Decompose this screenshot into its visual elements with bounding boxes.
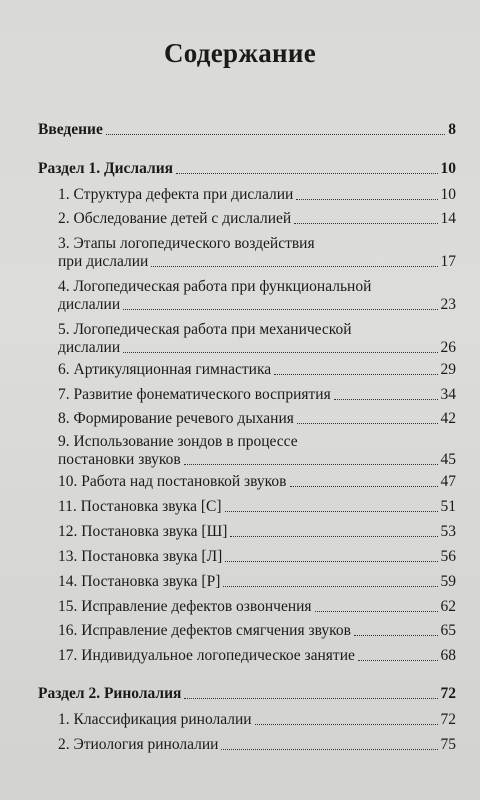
toc-entry-text: 14. Постановка звука [Р] xyxy=(58,573,221,590)
toc-entry-intro xyxy=(38,120,456,140)
toc-leader-dots xyxy=(123,351,437,353)
toc-entry-text: 15. Исправление дефектов озвончения xyxy=(58,598,312,615)
toc-entry xyxy=(58,646,456,666)
toc-leader-dots xyxy=(123,308,437,310)
toc-leader-dots xyxy=(354,634,438,636)
toc-entry-text: 1. Классификация ринолалии xyxy=(58,711,252,728)
toc-entry-text: Введение xyxy=(38,121,103,138)
toc-entry-text: 11. Постановка звука [С] xyxy=(58,498,222,515)
toc-entry-page: 72 xyxy=(440,685,456,702)
toc-leader-dots xyxy=(225,560,437,562)
toc-leader-dots xyxy=(296,198,437,200)
toc-entry-text: 1. Структура дефекта при дислалии xyxy=(58,186,294,203)
toc-entry-page: 65 xyxy=(440,622,456,639)
toc-leader-dots xyxy=(151,265,437,267)
toc-entry-text-cont: при дислалии xyxy=(58,253,149,270)
toc-entry-page: 72 xyxy=(440,711,456,728)
toc-entry-page: 8 xyxy=(448,121,456,138)
toc-entry-text: 17. Индивидуальное логопедическое занятие xyxy=(58,647,355,664)
toc-entry xyxy=(58,185,456,205)
toc-entry-text: 2. Этиология ринолалии xyxy=(58,736,219,753)
toc-entry xyxy=(58,338,456,358)
toc-leader-dots xyxy=(274,373,437,375)
page-title: Содержание xyxy=(163,38,317,68)
toc-entry-text: 2. Обследование детей с дислалией xyxy=(58,210,292,227)
toc-entry xyxy=(58,522,456,542)
toc-entry xyxy=(58,735,456,755)
toc-entry-page: 42 xyxy=(440,410,456,427)
toc-leader-dots xyxy=(184,463,438,465)
toc-leader-dots xyxy=(294,222,437,224)
toc-leader-dots xyxy=(223,585,437,587)
toc-entry-page: 23 xyxy=(440,296,456,313)
toc-entry-page: 34 xyxy=(440,386,456,403)
toc-entry xyxy=(58,360,456,380)
toc-section-2 xyxy=(38,684,456,704)
toc-entry-page: 75 xyxy=(440,736,456,753)
toc-entry-page: 56 xyxy=(440,548,456,565)
toc-entry-text: 6. Артикуляционная гимнастика xyxy=(58,361,272,378)
toc-entry xyxy=(58,385,456,405)
toc-entry-page: 53 xyxy=(440,523,456,540)
toc-entry-text: Раздел 2. Ринолалия xyxy=(38,685,182,702)
toc-entry-text-cont: дислалии xyxy=(58,296,121,313)
toc-leader-dots xyxy=(225,510,438,512)
toc-leader-dots xyxy=(184,697,437,699)
toc-leader-dots xyxy=(176,172,437,174)
toc-entry-page: 29 xyxy=(440,361,456,378)
toc-entry xyxy=(58,409,456,429)
toc-entry-text-cont: дислалии xyxy=(58,339,121,356)
toc-entry-page: 14 xyxy=(440,210,456,227)
toc-leader-dots xyxy=(221,748,437,750)
toc-entry xyxy=(58,472,456,492)
toc-entry-text: 13. Постановка звука [Л] xyxy=(58,548,223,565)
toc-entry xyxy=(58,295,456,315)
toc-leader-dots xyxy=(297,422,438,424)
toc-entry-page: 45 xyxy=(440,451,456,468)
toc-entry-text-cont: постановки звуков xyxy=(58,451,181,468)
toc-leader-dots xyxy=(230,535,437,537)
toc-leader-dots xyxy=(290,485,438,487)
toc-entry xyxy=(58,497,456,517)
toc-leader-dots xyxy=(334,398,438,400)
toc-entry-text: 4. Логопедическая работа при функциональной xyxy=(58,278,372,295)
toc-entry-page: 10 xyxy=(440,186,456,203)
toc-entry-text: 8. Формирование речевого дыхания xyxy=(58,410,294,427)
toc-entry-page: 68 xyxy=(440,647,456,664)
toc-entry xyxy=(58,547,456,567)
toc-entry-page: 26 xyxy=(440,339,456,356)
toc-entry xyxy=(58,597,456,617)
toc-entry xyxy=(58,710,456,730)
toc-entry-page: 10 xyxy=(440,160,456,177)
toc-entry-page: 17 xyxy=(440,253,456,270)
toc-entry xyxy=(58,450,456,470)
toc-entry xyxy=(58,572,456,592)
toc-entry-text: Раздел 1. Дислалия xyxy=(38,160,174,177)
toc-entry-text: 5. Логопедическая работа при механической xyxy=(58,321,352,338)
toc-entry-text: 7. Развитие фонематического восприятия xyxy=(58,386,331,403)
toc-entry xyxy=(58,621,456,641)
toc-section-1 xyxy=(38,159,456,179)
toc-entry-text: 12. Постановка звука [Ш] xyxy=(58,523,228,540)
toc-entry-text: 9. Использование зондов в процессе xyxy=(58,433,298,450)
toc-entry xyxy=(58,252,456,272)
toc-entry-text: 3. Этапы логопедического воздействия xyxy=(58,235,315,252)
toc-entry-page: 62 xyxy=(440,598,456,615)
toc-entry-text: 16. Исправление дефектов смягчения звуков xyxy=(58,622,351,639)
toc-leader-dots xyxy=(358,659,438,661)
toc-entry xyxy=(58,209,456,229)
toc-entry-page: 47 xyxy=(440,473,456,490)
toc-entry-page: 51 xyxy=(440,498,456,515)
toc-entry-page: 59 xyxy=(440,573,456,590)
toc-leader-dots xyxy=(315,610,438,612)
toc-entry-text: 10. Работа над постановкой звуков xyxy=(58,473,287,490)
toc-leader-dots xyxy=(255,723,438,725)
toc-leader-dots xyxy=(106,133,445,135)
